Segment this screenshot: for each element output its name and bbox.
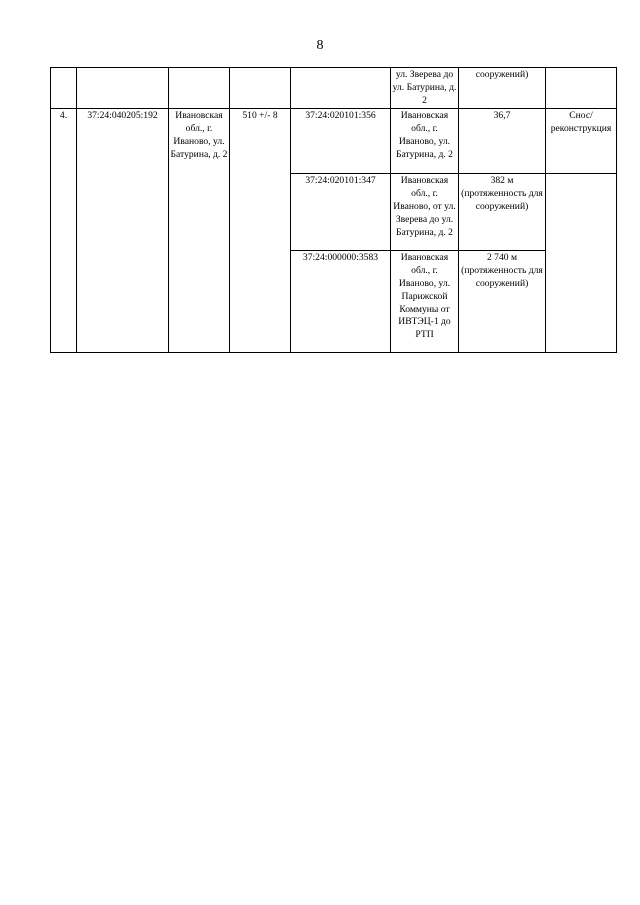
object-address: Ивановская обл., г. Иваново, ул. Парижской Коммуны от ИВТЭЦ-1 до РТП — [391, 251, 459, 353]
object-address: Ивановская обл., г. Иваново, ул. Батурина, д. 2 — [391, 109, 459, 174]
cell-empty — [546, 68, 617, 109]
cell-empty — [169, 68, 230, 109]
land-plots-table — [50, 67, 617, 353]
object-cadastral-number: 37:24:020101:356 — [291, 109, 391, 174]
plot-area: 510 +/- 8 — [230, 109, 291, 353]
plot-cadastral-number: 37:24:040205:192 — [77, 109, 169, 353]
table-row — [51, 109, 617, 174]
object-area: 382 м (протяженность для сооружений) — [459, 174, 546, 251]
object-area: 36,7 — [459, 109, 546, 174]
continuation-area: сооружений) — [459, 68, 546, 109]
object-cadastral-number: 37:24:000000:3583 — [291, 251, 391, 353]
cell-empty — [77, 68, 169, 109]
cell-empty — [291, 68, 391, 109]
cell-empty — [230, 68, 291, 109]
row-number: 4. — [51, 109, 77, 353]
continuation-address: ул. Зверева до ул. Батурина, д. 2 — [391, 68, 459, 109]
cell-empty — [546, 174, 617, 353]
object-area: 2 740 м (протяженность для сооружений) — [459, 251, 546, 353]
object-address: Ивановская обл., г. Иваново, от ул. Зверева до ул. Батурина, д. 2 — [391, 174, 459, 251]
cell-empty — [51, 68, 77, 109]
object-action: Снос/ реконструкция — [546, 109, 617, 174]
continuation-row — [51, 68, 617, 109]
page-number: 8 — [316, 38, 324, 53]
object-cadastral-number: 37:24:020101:347 — [291, 174, 391, 251]
plot-address: Ивановская обл., г. Иваново, ул. Батурина, д. 2 — [169, 109, 230, 353]
